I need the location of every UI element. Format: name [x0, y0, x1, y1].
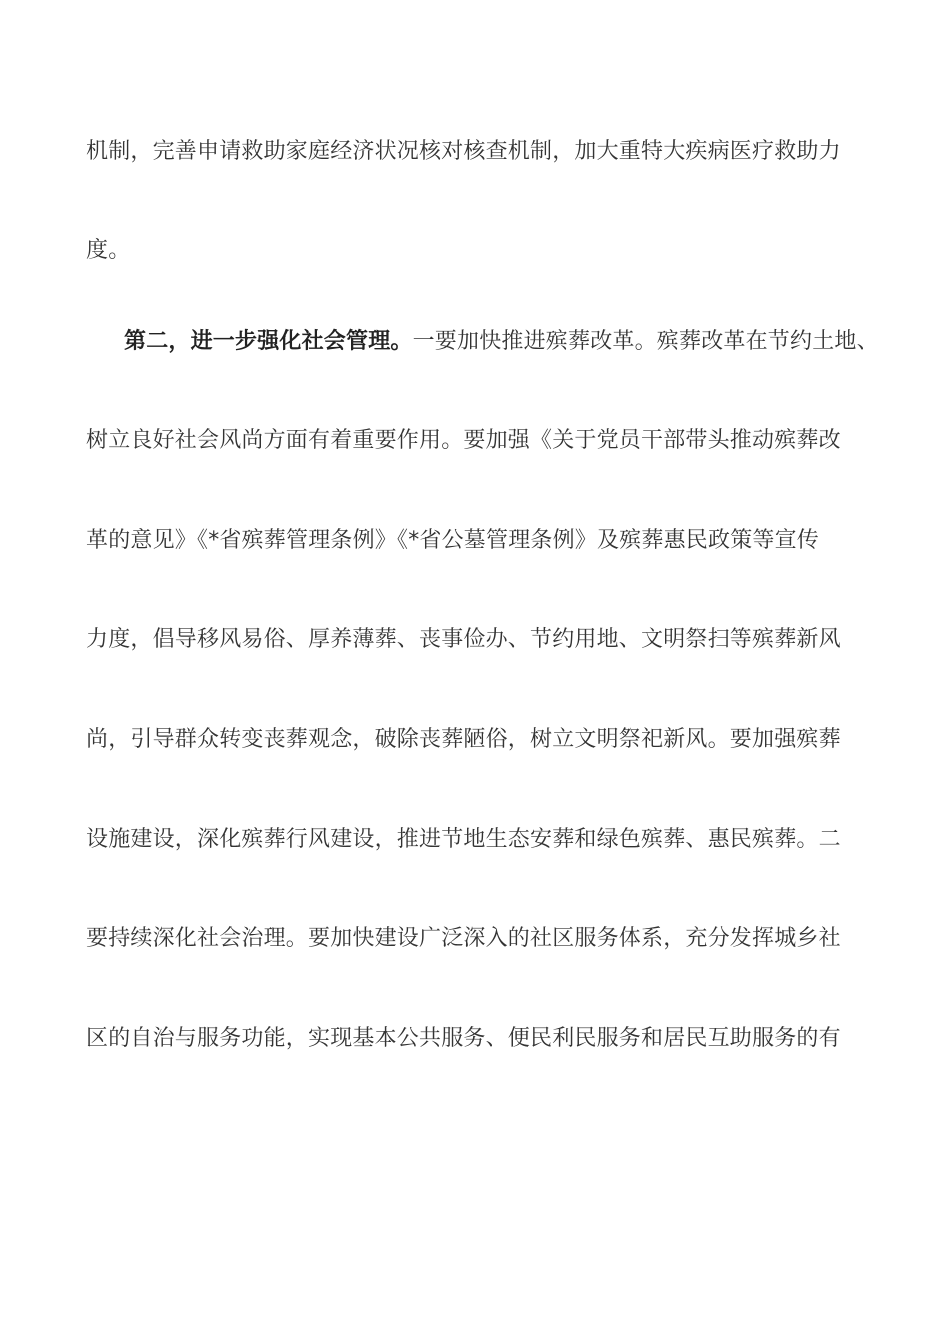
paragraph-line: 尚，引导群众转变丧葬观念，破除丧葬陋俗，树立文明祭祀新风。要加强殡葬 — [86, 727, 841, 752]
section-heading: 第二，进一步强化社会管理。 — [124, 329, 413, 354]
paragraph-line: 树立良好社会风尚方面有着重要作用。要加强《关于党员干部带头推动殡葬改 — [86, 428, 841, 453]
paragraph-line: 设施建设，深化殡葬行风建设，推进节地生态安葬和绿色殡葬、惠民殡葬。二 — [86, 827, 841, 852]
paragraph-line: 机制，完善申请救助家庭经济状况核对核查机制，加大重特大疾病医疗救助力 — [86, 139, 841, 164]
paragraph-line: 革的意见》《*省殡葬管理条例》《*省公墓管理条例》及殡葬惠民政策等宣传 — [86, 528, 820, 553]
paragraph-line: 度。 — [86, 238, 131, 263]
paragraph-first-line — [124, 328, 879, 356]
paragraph-line: 力度，倡导移风易俗、厚养薄葬、丧事俭办、节约用地、文明祭扫等殡葬新风 — [86, 627, 841, 652]
paragraph-line: 要持续深化社会治理。要加快建设广泛深入的社区服务体系，充分发挥城乡社 — [86, 926, 841, 951]
paragraph-line: 区的自治与服务功能，实现基本公共服务、便民利民服务和居民互助服务的有 — [86, 1026, 841, 1051]
paragraph-text: 一要加快推进殡葬改革。殡葬改革在节约土地、 — [412, 329, 879, 354]
